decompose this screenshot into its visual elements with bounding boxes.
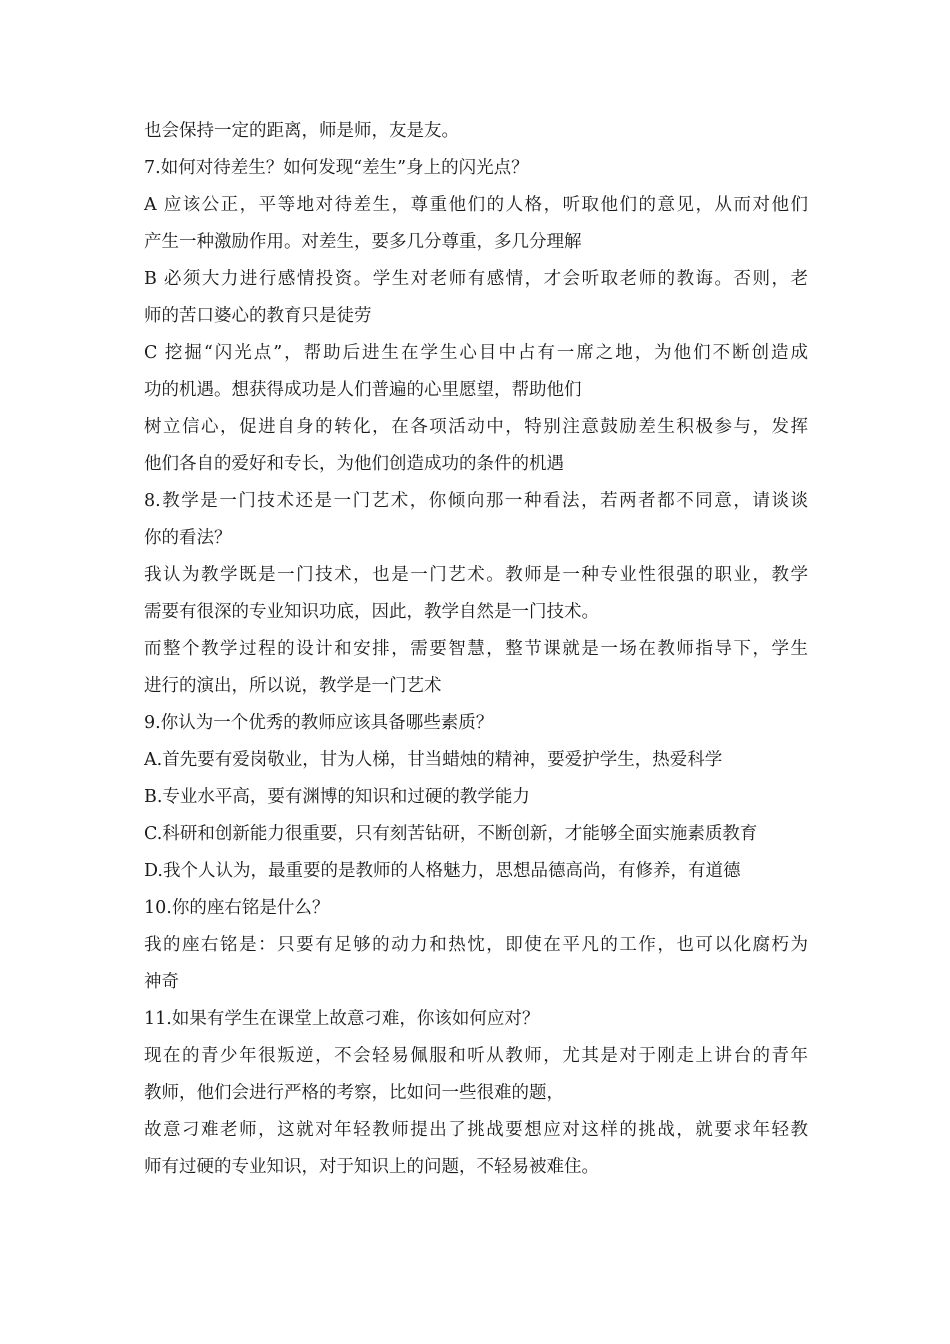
- text-line: B.专业水平高，要有渊博的知识和过硬的教学能力: [144, 787, 530, 807]
- text-line: 神奇: [144, 972, 179, 992]
- text-line: B 必须大力进行感情投资。学生对老师有感情，才会听取老师的教诲。否则，老: [144, 269, 808, 289]
- text-line: 我认为教学既是一门技术，也是一门艺术。教师是一种专业性很强的职业，教学: [144, 565, 808, 585]
- text-line: 教师，他们会进行严格的考察，比如问一些很难的题，: [144, 1083, 564, 1103]
- text-line: D.我个人认为，最重要的是教师的人格魅力，思想品德高尚，有修养，有道德: [144, 861, 741, 881]
- text-line: 9.你认为一个优秀的教师应该具备哪些素质？: [144, 713, 494, 733]
- text-line: 他们各自的爱好和专长，为他们创造成功的条件的机遇: [144, 454, 564, 474]
- text-line: 而整个教学过程的设计和安排，需要智慧，整节课就是一场在教师指导下，学生: [144, 639, 808, 659]
- text-line: 也会保持一定的距离，师是师，友是友。: [144, 121, 459, 141]
- text-line: 10.你的座右铭是什么？: [144, 898, 330, 918]
- text-line: 现在的青少年很叛逆，不会轻易佩服和听从教师，尤其是对于刚走上讲台的青年: [144, 1046, 808, 1066]
- text-line: 功的机遇。想获得成功是人们普遍的心里愿望，帮助他们: [144, 380, 582, 400]
- text-line: C 挖掘“闪光点”，帮助后进生在学生心目中占有一席之地，为他们不断创造成: [144, 343, 808, 363]
- text-line: 8.教学是一门技术还是一门艺术，你倾向那一种看法，若两者都不同意，请谈谈: [144, 491, 808, 511]
- text-line: 师有过硬的专业知识，对于知识上的问题，不轻易被难住。: [144, 1157, 599, 1177]
- text-line: 11.如果有学生在课堂上故意刁难，你该如何应对？: [144, 1009, 540, 1029]
- text-line: C.科研和创新能力很重要，只有刻苦钻研，不断创新，才能够全面实施素质教育: [144, 824, 758, 844]
- text-line: 树立信心，促进自身的转化，在各项活动中，特别注意鼓励差生积极参与，发挥: [144, 417, 808, 437]
- text-line: 需要有很深的专业知识功底，因此，教学自然是一门技术。: [144, 602, 599, 622]
- text-line: A.首先要有爱岗敬业，甘为人梯，甘当蜡烛的精神，要爱护学生，热爱科学: [144, 750, 723, 770]
- text-line: 7.如何对待差生？如何发现“差生”身上的闪光点？: [144, 158, 529, 178]
- document-body: [144, 113, 808, 1186]
- text-line: 产生一种激励作用。对差生，要多几分尊重，多几分理解: [144, 232, 582, 252]
- text-line: 你的看法？: [144, 528, 232, 548]
- text-line: 进行的演出，所以说，教学是一门艺术: [144, 676, 442, 696]
- text-line: 我的座右铭是：只要有足够的动力和热忱，即使在平凡的工作，也可以化腐朽为: [144, 935, 808, 955]
- text-line: 师的苦口婆心的教育只是徒劳: [144, 306, 372, 326]
- text-line: A 应该公正，平等地对待差生，尊重他们的人格，听取他们的意见，从而对他们: [144, 195, 808, 215]
- text-line: 故意刁难老师，这就对年轻教师提出了挑战要想应对这样的挑战，就要求年轻教: [144, 1120, 808, 1140]
